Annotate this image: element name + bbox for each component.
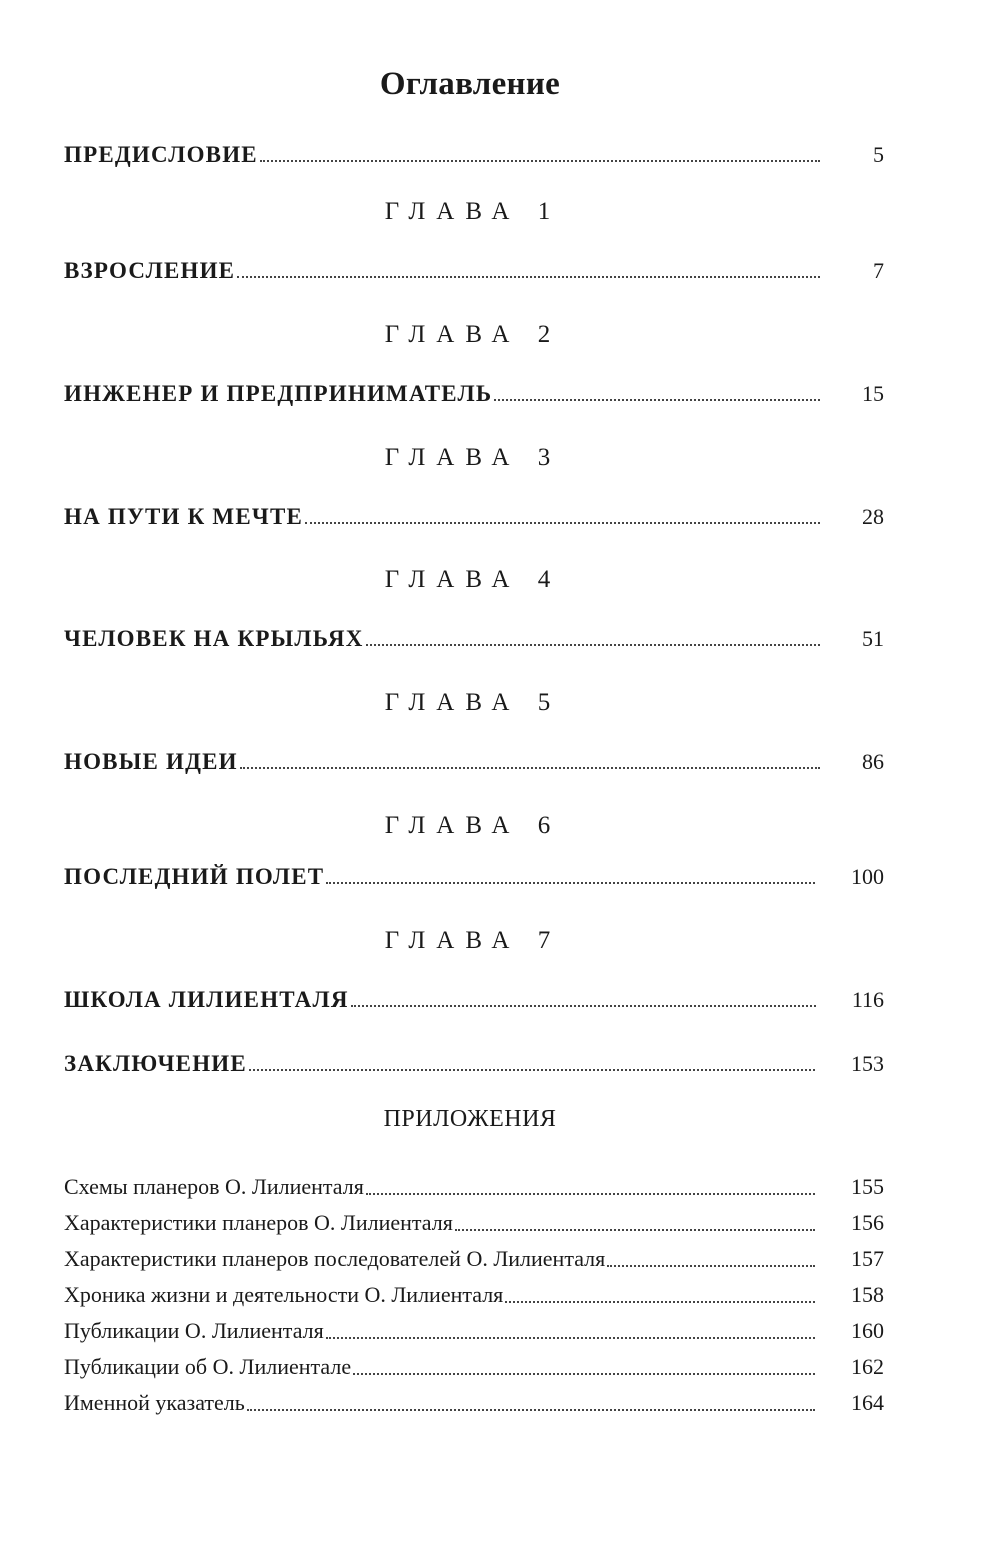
dot-leader xyxy=(245,1415,815,1416)
toc-entry-appendix-7[interactable] xyxy=(64,1390,884,1416)
toc-entry-conclusion[interactable] xyxy=(64,1051,884,1077)
toc-page-number: 160 xyxy=(851,1318,884,1343)
chapter-heading-1: ГЛАВА 1 xyxy=(384,198,562,225)
toc-page-number: 51 xyxy=(862,626,884,651)
toc-entry-chapter-4[interactable] xyxy=(64,626,884,652)
chapter-heading-5: ГЛАВА 5 xyxy=(384,689,562,716)
toc-entry-chapter-2[interactable] xyxy=(64,381,884,407)
toc-entry-label: ЗАКЛЮЧЕНИЕ xyxy=(64,1051,247,1076)
toc-page-number: 116 xyxy=(851,987,884,1012)
toc-page-number: 5 xyxy=(873,142,884,167)
dot-leader xyxy=(247,1076,815,1077)
toc-entry-label: Именной указатель xyxy=(64,1390,245,1415)
dot-leader xyxy=(324,1343,815,1344)
toc-page-number: 7 xyxy=(873,258,884,283)
page-title: Оглавление xyxy=(379,66,561,102)
toc-page-number: 153 xyxy=(851,1051,884,1076)
toc-page-number: 155 xyxy=(851,1174,884,1199)
toc-page-number: 157 xyxy=(851,1246,884,1271)
chapter-heading-3: ГЛАВА 3 xyxy=(384,444,562,471)
dot-leader xyxy=(605,1271,815,1272)
toc-entry-label: Публикации об О. Лилиентале xyxy=(64,1354,352,1379)
toc-page-number: 164 xyxy=(851,1390,884,1415)
toc-entry-appendix-4[interactable] xyxy=(64,1282,884,1308)
chapter-heading-7: ГЛАВА 7 xyxy=(384,927,562,954)
toc-page-number: 86 xyxy=(862,749,884,774)
chapter-heading-6: ГЛАВА 6 xyxy=(384,812,562,839)
toc-entry-appendix-2[interactable] xyxy=(64,1210,884,1236)
toc-entry-label: Характеристики планеров О. Лилиенталя xyxy=(64,1210,453,1235)
toc-page-number: 28 xyxy=(862,504,884,529)
dot-leader xyxy=(303,529,820,530)
toc-entry-appendix-1[interactable] xyxy=(64,1174,884,1200)
toc-entry-preface[interactable] xyxy=(64,142,884,168)
toc-page-number: 158 xyxy=(851,1282,884,1307)
toc-entry-chapter-6[interactable] xyxy=(64,864,884,890)
toc-entry-chapter-3[interactable] xyxy=(64,504,884,530)
toc-page-number: 162 xyxy=(851,1354,884,1379)
toc-page-number: 100 xyxy=(851,864,884,889)
toc-entry-label: ВЗРОСЛЕНИЕ xyxy=(64,258,236,283)
dot-leader xyxy=(258,167,820,168)
dot-leader xyxy=(453,1235,815,1236)
toc-entry-label: Публикации О. Лилиенталя xyxy=(64,1318,324,1343)
chapter-heading-2: ГЛАВА 2 xyxy=(384,321,562,348)
toc-entry-chapter-5[interactable] xyxy=(64,749,884,775)
toc-entry-label: ИНЖЕНЕР И ПРЕДПРИНИМАТЕЛЬ xyxy=(64,381,493,406)
dot-leader xyxy=(349,1012,816,1013)
toc-entry-label: НА ПУТИ К МЕЧТЕ xyxy=(64,504,304,529)
dot-leader xyxy=(492,406,820,407)
dot-leader xyxy=(238,774,820,775)
toc-entry-label: Хроника жизни и деятельности О. Лилиенталя xyxy=(64,1282,504,1307)
chapter-heading-4: ГЛАВА 4 xyxy=(384,566,562,593)
toc-entry-appendix-6[interactable] xyxy=(64,1354,884,1380)
dot-leader xyxy=(324,889,815,890)
dot-leader xyxy=(503,1307,815,1308)
toc-entry-appendix-3[interactable] xyxy=(64,1246,884,1272)
toc-page-number: 15 xyxy=(862,381,884,406)
toc-entry-label: Характеристики планеров последователей О. Лилиенталя xyxy=(64,1246,606,1271)
dot-leader xyxy=(235,283,820,284)
appendices-heading: ПРИЛОЖЕНИЯ xyxy=(383,1106,557,1132)
dot-leader xyxy=(364,1199,815,1200)
toc-entry-chapter-1[interactable] xyxy=(64,258,884,284)
toc-page-number: 156 xyxy=(851,1210,884,1235)
toc-entry-label: Схемы планеров О. Лилиенталя xyxy=(64,1174,364,1199)
toc-entry-label: ШКОЛА ЛИЛИЕНТАЛЯ xyxy=(64,987,349,1012)
toc-entry-label: ЧЕЛОВЕК НА КРЫЛЬЯХ xyxy=(64,626,364,651)
toc-entry-appendix-5[interactable] xyxy=(64,1318,884,1344)
toc-entry-chapter-7[interactable] xyxy=(64,987,884,1013)
toc-entry-label: НОВЫЕ ИДЕИ xyxy=(64,749,238,774)
dot-leader xyxy=(364,651,820,652)
toc-entry-label: ПОСЛЕДНИЙ ПОЛЕТ xyxy=(64,864,325,889)
dot-leader xyxy=(351,1379,815,1380)
toc-entry-label: ПРЕДИСЛОВИЕ xyxy=(64,142,258,167)
